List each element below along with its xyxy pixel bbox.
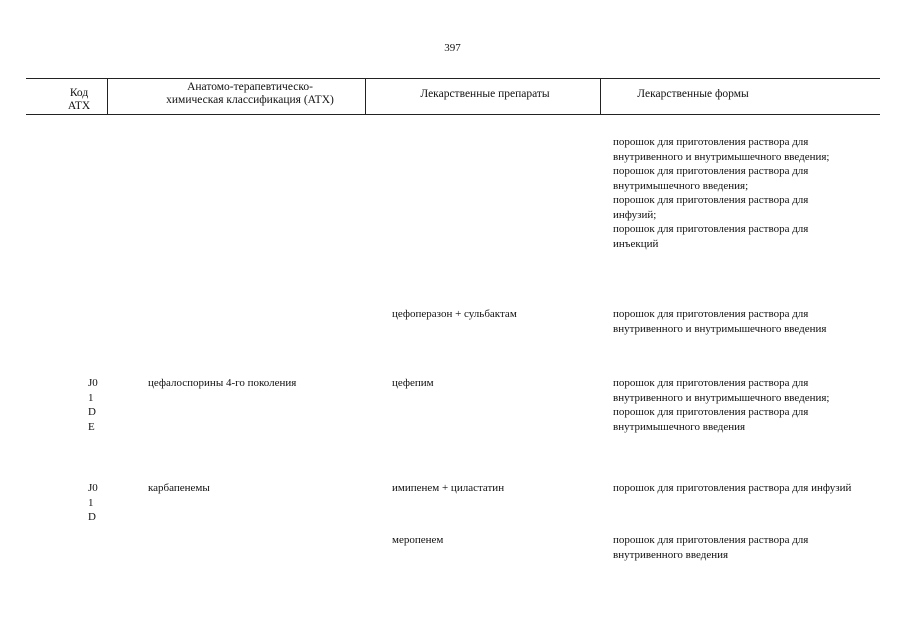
column-divider	[365, 78, 366, 114]
drug-cell: имипенем + циластатин	[392, 482, 505, 494]
forms-cell: порошок для приготовления раствора для инфузий	[613, 482, 852, 494]
forms-cell: порошок для приготовления раствора для внутривенного введения	[613, 534, 809, 561]
header-code: Код ATX	[67, 87, 91, 112]
column-divider	[600, 78, 601, 114]
drug-cell: меропенем	[392, 534, 444, 546]
forms-cell: порошок для приготовления раствора для внутривенного и внутримышечного введения; порошок для приготовления раствора для внутримышечного введения; порошок для приготовления раствора для инфузий; порошок для приготовления раствора для инъекций	[613, 136, 830, 250]
header-drugs: Лекарственные препараты	[420, 88, 550, 100]
column-divider	[107, 78, 108, 114]
header-forms: Лекарственные формы	[637, 88, 749, 100]
page-number: 397	[444, 42, 461, 54]
forms-cell: порошок для приготовления раствора для внутривенного и внутримышечного введения; порошок для приготовления раствора для внутримышечного введения	[613, 377, 830, 433]
classification-cell: цефалоспорины 4-го поколения	[148, 377, 297, 389]
classification-cell: карбапенемы	[148, 482, 210, 494]
table-header-rule	[26, 114, 880, 115]
header-classification: Анатомо-терапевтическо- химическая классификация (ATX)	[166, 81, 334, 106]
code-cell: J0 1 D E	[88, 377, 98, 433]
forms-cell: порошок для приготовления раствора для внутривенного и внутримышечного введения	[613, 308, 827, 335]
code-cell: J0 1 D	[88, 482, 98, 523]
table-top-rule	[26, 78, 880, 79]
drug-cell: цефепим	[392, 377, 434, 389]
drug-cell: цефоперазон + сульбактам	[392, 308, 517, 320]
